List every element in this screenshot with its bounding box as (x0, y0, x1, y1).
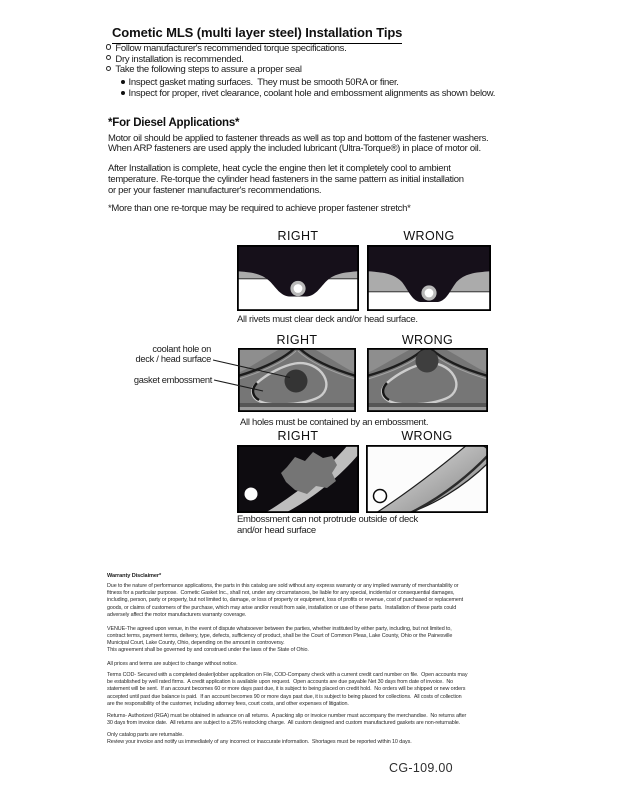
paragraph-line: After Installation is complete, heat cycle the engine then let it completely cool to ambient (108, 162, 451, 174)
warranty-paragraph-1: Due to the nature of performance applications, the parts in this catalog are sold without any express warranty or any implied warranty of merchantability or fitness for a particular purpose. Cometic Gasket Inc., shall not, under any circumstances, be liable for any special, incidental or consequential damages, including, person, party or property, but not limited to, damage, or loss of property or equipment, loss of profits or revenue, cost of purchased or replacement goods, or claims of customers of the purchase, which may arise and/or result from sale, installation or use of these parts. Installation of these parts could adversely affect the motor manufacturers warranty coverage. (107, 583, 464, 618)
bolt-hole-icon (245, 488, 258, 501)
sub-bullet-text: Inspect for proper, rivet clearance, coolant hole and embossment alignments as shown below. (128, 88, 496, 99)
warranty-heading: Warranty Disclaimer* (107, 572, 162, 579)
filled-dot-bullet-icon (121, 91, 125, 95)
figure2-wrong-embossment-image (367, 348, 488, 412)
figure3-right-label: RIGHT (277, 429, 319, 443)
paragraph-line: or per your fastener manufacturer's recommendations. (108, 184, 322, 196)
paragraph-line: Motor oil should be applied to fastener threads as well as top and bottom of the fastener washers. (108, 132, 489, 144)
filled-dot-bullet-icon (121, 80, 125, 84)
coolant-hole-icon (416, 350, 439, 373)
bullet-text: Dry installation is recommended. (115, 53, 244, 65)
open-circle-bullet-icon (106, 66, 111, 71)
page-code: CG-109.00 (389, 761, 453, 775)
bullet-text: Take the following steps to assure a proper seal (115, 64, 302, 76)
warranty-paragraph-prices: All prices and terms are subject to change without notice. (107, 661, 238, 667)
page-title: Cometic MLS (multi layer steel) Installation Tips (112, 25, 402, 44)
figure1-wrong-label: WRONG (403, 229, 455, 243)
diesel-section-heading: *For Diesel Applications* (108, 117, 240, 129)
paragraph-line: temperature. Re-torque the cylinder head fasteners in the same pattern as initial installation (108, 173, 464, 185)
figure2-wrong-label: WRONG (401, 332, 454, 347)
figure1-right-label: RIGHT (277, 229, 319, 243)
diesel-paragraph-2 (108, 163, 464, 197)
warranty-paragraph-catalog: Only catalog parts are returnable. Review your invoice and notify us immediately of any incorrect or inaccurate information. Shortages must be reported within 10 days. (107, 731, 412, 745)
warranty-paragraph-terms: Terms COD- Secured with a completed dealer/jobber application on File, COD-Company check with a current credit card number on file. Open accounts may be established by well rated firms. A credit application is available upon request. Open accounts are due payable Net 30 days from date of invoice. No statement will be sent. If an account becomes 60 or more days past due, it is subject to being placed on credit hold. No orders will be shipped or new orders accepted until past due balance is paid. If an account becomes 90 or more days past due, it is subject to being placed for collections. All costs of collection are the responsibility of the customer, including attorney fees, court costs, and other expenses of litigation. (107, 672, 468, 707)
figure1-right-rivet-image (237, 245, 359, 311)
figure1-wrong-rivet-image (367, 245, 491, 311)
bullet-item (106, 65, 302, 76)
figure2-right-label: RIGHT (276, 332, 318, 347)
coolant-hole-callout-label: coolant hole on deck / head surface (135, 343, 211, 365)
figure1-caption: All rivets must clear deck and/or head surface. (237, 313, 418, 325)
paragraph-line: When ARP fasteners are used apply the included lubricant (Ultra-Torque®) in place of motor oil. (108, 143, 481, 155)
retorque-note: *More than one re-torque may be required to achieve proper fastener stretch* (108, 203, 411, 214)
warranty-paragraph-venue: VENUE-The agreed upon venue, in the event of dispute whatsoever between the parties, whether instituted by either party, including, but not limited to, contract terms, payment terms, delivery, type, defects, sufficiency of product, shall be the Court of Common Pleas, Lake County, Ohio or the Painesville Municipal Court, Lake County, Ohio, depending on the amount in controversy. This agreement shall be governed by and construed under the laws of the State of Ohio. (107, 625, 453, 654)
bullet-text: Follow manufacturer's recommended torque specifications. (115, 43, 347, 54)
figure3-wrong-protrusion-image (366, 445, 488, 513)
figure3-caption: Embossment can not protrude outside of deck and/or head surface (237, 514, 418, 536)
open-circle-bullet-icon (106, 44, 111, 49)
bolt-hole-icon (374, 490, 387, 503)
gasket-embossment-callout-label: gasket embossment (133, 374, 212, 385)
figure3-right-protrusion-image (237, 445, 359, 513)
figure2-caption: All holes must be contained by an embossment. (240, 416, 429, 428)
figure3-wrong-label: WRONG (401, 429, 453, 443)
coolant-hole-icon (285, 370, 308, 393)
sub-bullet-item (121, 89, 495, 100)
sub-bullet-text: Inspect gasket mating surfaces. They must be smooth 50RA or finer. (128, 77, 399, 88)
warranty-paragraph-returns: Returns- Authorized (RGA) must be obtained in advance on all returns. A packing slip or invoice number must accompany the merchandise. No returns after 30 days from invoice date. All returns are subject to a 25% restocking charge. All custom designed and custom manufactured gaskets are non-returnable. (107, 712, 467, 726)
diesel-paragraph-1 (108, 134, 488, 155)
open-circle-bullet-icon (106, 55, 111, 60)
figure2-right-embossment-image (238, 348, 356, 412)
